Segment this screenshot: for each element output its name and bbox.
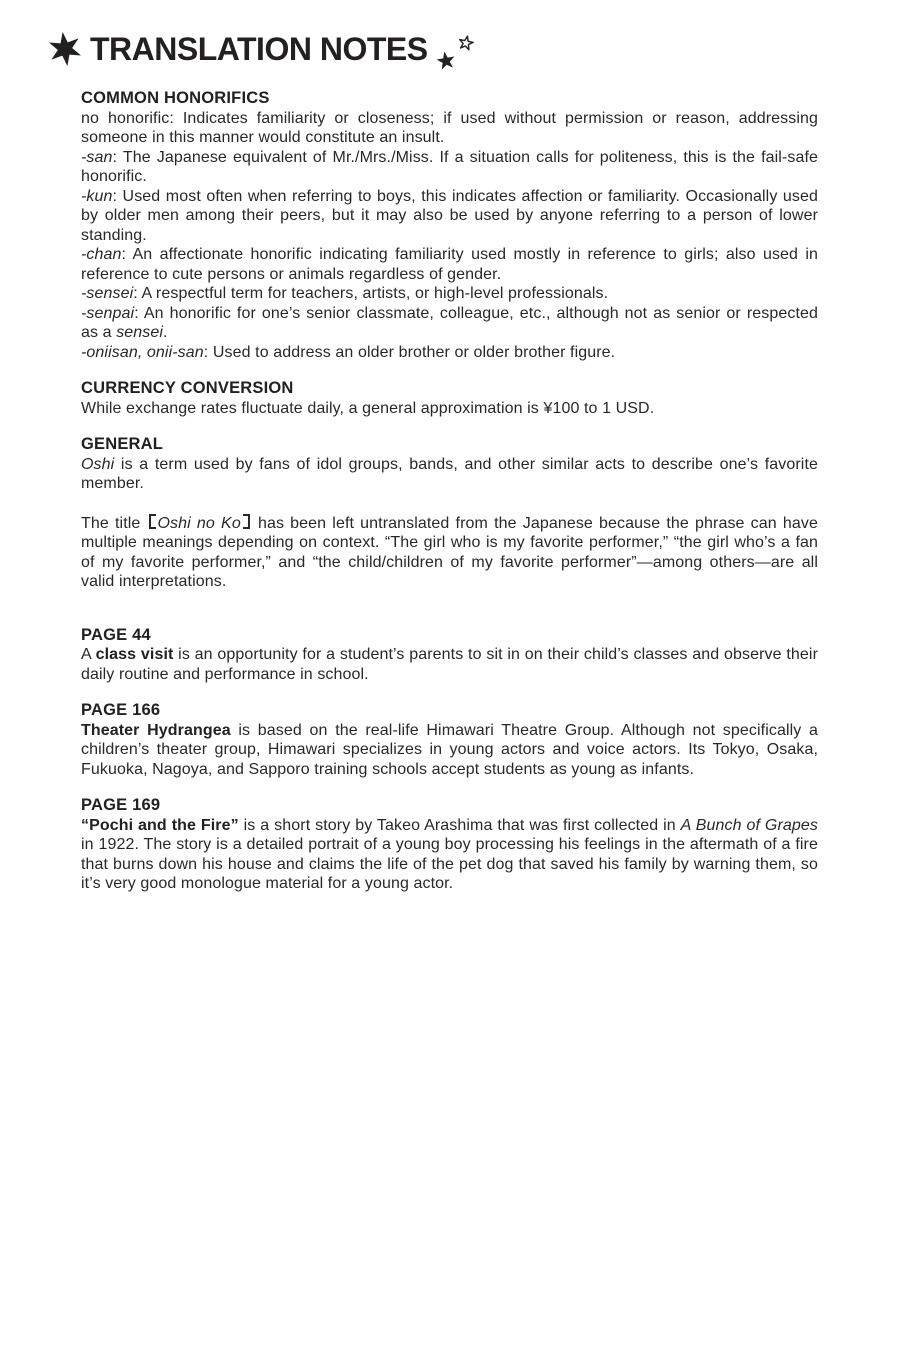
italic-text: A Bunch of Grapes [680, 816, 818, 834]
italic-text: Oshi no Ko [157, 514, 241, 532]
paragraph [81, 148, 818, 187]
italic-text: -oniisan, onii-san [81, 343, 204, 361]
section-currency-conversion [81, 379, 818, 418]
page-title: TRANSLATION NOTES [90, 31, 428, 67]
italic-text: sensei [116, 324, 164, 341]
text: : A respectful term for teachers, artists, or high-level professionals. [133, 285, 609, 302]
page-header [46, 30, 900, 68]
paragraph [81, 816, 818, 894]
section-page-169 [81, 796, 818, 894]
paragraph [81, 304, 818, 343]
section-heading: COMMON HONORIFICS [81, 89, 270, 107]
paragraph [81, 245, 818, 284]
text: is a term used by fans of idol groups, bands, and other similar acts to describe one’s favorite member. [81, 455, 818, 492]
text: : Used most often when referring to boys, this indicates affection or familiarity. Occasionally used by older men among their peers, but it may also be used by anyone referring to a person of lower standing. [81, 187, 818, 244]
outline-star-icon [456, 34, 475, 53]
bold-text: “Pochi and the Fire” [81, 816, 239, 834]
text: has been left untranslated from the Japanese because the phrase can have multiple meanings depending on context. “The girl who is my favorite performer,” “the girl who’s a fan of my favorite performer,” and “the child/children of my favorite performer”—among others—are all valid interpretations. [81, 514, 818, 590]
paragraph [81, 399, 818, 419]
lenticular-close-bracket [243, 514, 250, 529]
italic-text: -san [81, 148, 113, 166]
text: in 1922. The story is a detailed portrait of a young boy processing his feelings in the aftermath of a fire that burns down his house and claims the life of the pet dog that saved his family by warning them, so it’s very good monologue material for a young actor. [81, 836, 818, 892]
text: : An affectionate honorific indicating familiarity used mostly in reference to girls; also used in reference to cute persons or animals regardless of gender. [81, 246, 818, 283]
section-general [81, 435, 818, 592]
paragraph [81, 187, 818, 246]
text: A [81, 646, 96, 663]
paragraph [81, 284, 818, 304]
paragraph [81, 109, 818, 148]
section-heading: PAGE 169 [81, 796, 161, 814]
lenticular-open-bracket [149, 514, 156, 529]
italic-text: -senpai [81, 304, 135, 322]
section-heading: GENERAL [81, 435, 164, 453]
section-heading: PAGE 44 [81, 625, 151, 644]
section-heading: CURRENCY CONVERSION [81, 379, 294, 397]
six-pointed-star-icon [44, 28, 87, 71]
text: : An honorific for one’s senior classmate, colleague, etc., although not as senior or respected as a [81, 304, 818, 341]
paragraph [81, 721, 818, 780]
section-page-166 [81, 701, 818, 779]
italic-text: Oshi [81, 455, 115, 473]
text: . [163, 324, 168, 341]
italic-text: -sensei [81, 285, 134, 302]
paragraph [81, 455, 818, 494]
bold-text: class visit [95, 646, 174, 663]
section-page-44 [81, 626, 818, 685]
bold-text: Theater Hydrangea [81, 721, 231, 739]
text: no honorific: Indicates familiarity or closeness; if used without permission or reason, addressing someone in this manner would constitute an insult. [81, 109, 818, 146]
text: is based on the real-life Himawari Theatre Group. Although not specifically a children’s theater group, Himawari specializes in young actors and voice actors. Its Tokyo, Osaka, Fukuoka, Nagoya, and Sapporo training schools accept students as young as infants. [81, 721, 819, 778]
paragraph [81, 514, 818, 592]
paragraph [81, 343, 818, 363]
text: is a short story by Takeo Arashima that was first collected in [238, 816, 681, 834]
paragraph [81, 645, 818, 684]
italic-text: -chan [81, 246, 122, 263]
text: : The Japanese equivalent of Mr./Mrs./Miss. If a situation calls for politeness, this is the fail-safe honorific. [81, 148, 818, 185]
text: While exchange rates fluctuate daily, a general approximation is ¥100 to 1 USD. [81, 399, 655, 417]
text: The title [81, 514, 147, 532]
italic-text: -kun [81, 187, 113, 205]
text: : Used to address an older brother or older brother figure. [203, 343, 616, 361]
section-common-honorifics [81, 89, 818, 362]
section-heading: PAGE 166 [81, 701, 161, 719]
star-decoration [436, 41, 474, 61]
filled-star-icon [434, 49, 457, 72]
notes-sections [0, 89, 900, 894]
text: is an opportunity for a student’s parents to sit in on their child’s classes and observe their daily routine and performance in school. [81, 646, 818, 683]
